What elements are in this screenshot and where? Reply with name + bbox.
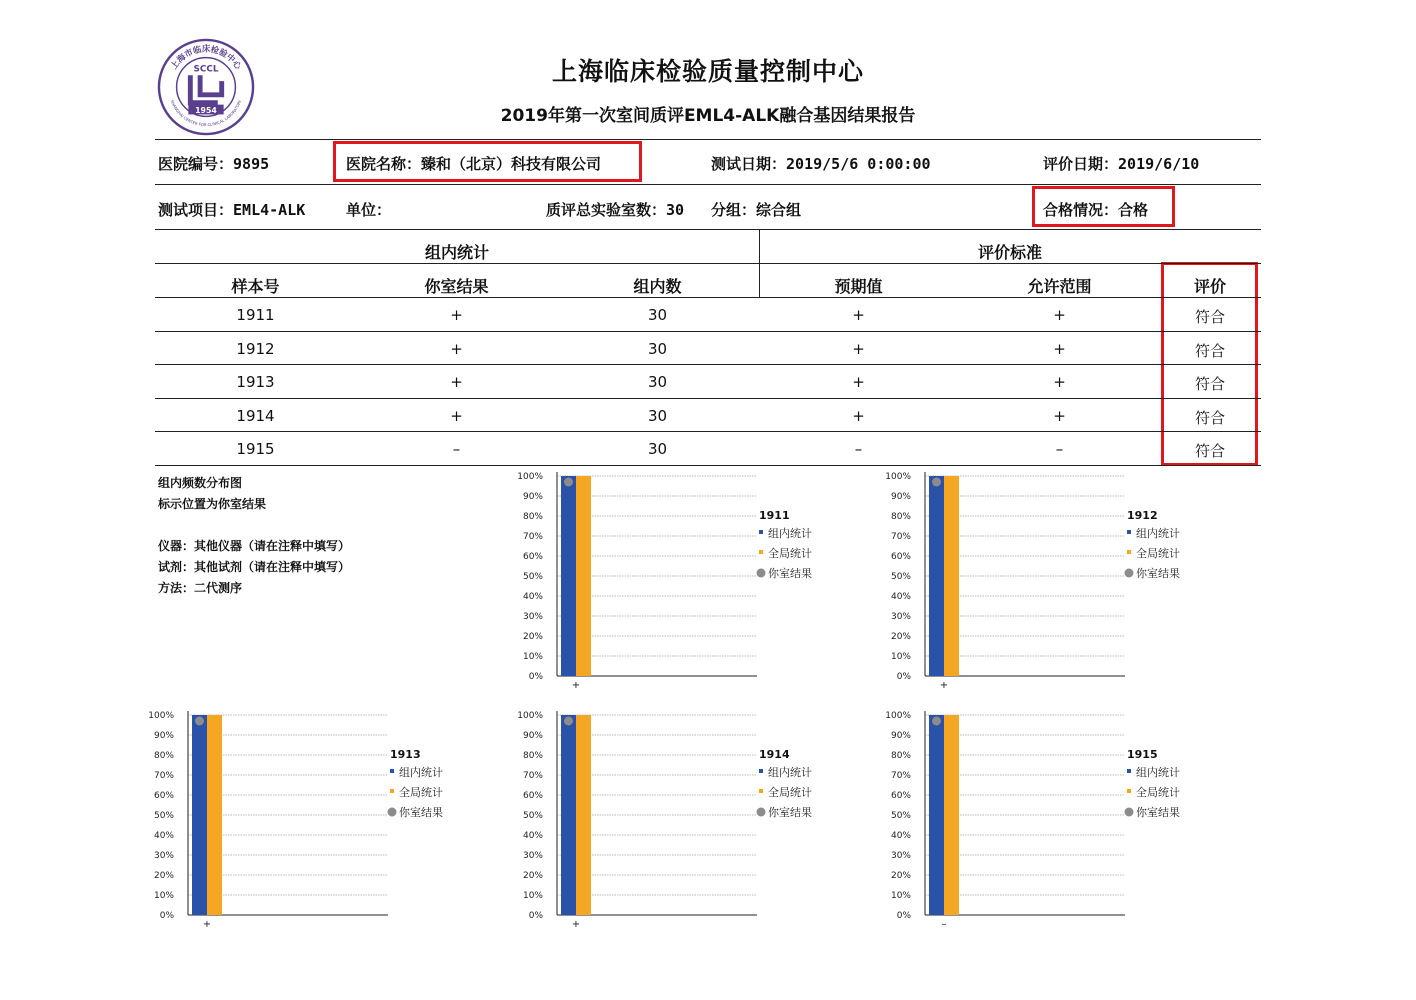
chart-1914 — [517, 706, 825, 931]
y-tick-label: 80% — [522, 512, 543, 522]
bar-group — [192, 715, 207, 915]
chart-sample-title: 1913 — [390, 748, 421, 761]
y-tick-label: 20% — [890, 871, 911, 881]
legend-swatch — [1127, 530, 1131, 534]
cell-allowed-range: + — [1053, 373, 1066, 392]
cell-sample-no: 1914 — [236, 406, 275, 425]
svg-text:上海市临床检验中心: 上海市临床检验中心 — [168, 43, 244, 71]
note-distribution: 组内频数分布图 — [158, 476, 243, 490]
note-reagent: 试剂：其他试剂（请在注释中填写） — [158, 560, 351, 574]
legend-label: 组内统计 — [768, 766, 812, 779]
cell-allowed-range: + — [1053, 339, 1066, 358]
report-subtitle: 2019年第一次室间质评EML4-ALK融合基因结果报告 — [500, 106, 916, 126]
divider — [155, 263, 1261, 264]
y-tick-label: 20% — [890, 632, 911, 642]
legend-dot — [1125, 808, 1134, 817]
y-tick-label: 90% — [890, 492, 911, 502]
chart-1912 — [885, 467, 1193, 692]
divider — [155, 139, 1261, 140]
y-tick-label: 60% — [890, 791, 911, 801]
col-evaluation: 评价 — [1193, 277, 1226, 296]
y-tick-label: 90% — [890, 731, 911, 741]
legend-label: 组内统计 — [1136, 766, 1180, 779]
y-tick-label: 60% — [153, 791, 174, 801]
legend-swatch — [390, 789, 394, 793]
cell-group-count: 30 — [647, 373, 668, 392]
y-tick-label: 80% — [890, 512, 911, 522]
bar-global — [944, 476, 959, 676]
y-tick-label: 0% — [528, 672, 543, 682]
y-tick-label: 90% — [522, 492, 543, 502]
y-tick-label: 100% — [517, 472, 543, 482]
cell-group-count: 30 — [647, 440, 668, 459]
legend-swatch — [1127, 550, 1131, 554]
x-tick-label: + — [571, 680, 581, 691]
y-tick-label: 70% — [522, 771, 543, 781]
y-tick-label: 70% — [153, 771, 174, 781]
y-tick-label: 10% — [890, 891, 911, 901]
legend-swatch — [759, 769, 763, 773]
cell-expected: – — [854, 440, 863, 459]
chart-sample-title: 1915 — [1127, 748, 1158, 761]
y-tick-label: 70% — [522, 532, 543, 542]
legend-label: 全局统计 — [1136, 547, 1180, 560]
y-tick-label: 10% — [890, 652, 911, 662]
col-allowed-range: 允许范围 — [1027, 277, 1092, 296]
legend-label: 你室结果 — [1136, 806, 1180, 819]
divider — [155, 297, 1261, 298]
legend-label: 组内统计 — [768, 527, 812, 540]
legend-swatch — [1127, 769, 1131, 773]
x-tick-label: + — [202, 919, 212, 930]
chart-notes — [158, 473, 350, 599]
y-tick-label: 40% — [522, 592, 543, 602]
col-group-count: 组内数 — [633, 277, 682, 296]
chart-sample-title: 1914 — [759, 748, 790, 761]
bar-global — [207, 715, 222, 915]
cell-your-result: + — [450, 339, 463, 358]
legend-swatch — [1127, 789, 1131, 793]
y-tick-label: 40% — [890, 831, 911, 841]
bar-global — [576, 476, 591, 676]
y-tick-label: 100% — [885, 711, 911, 721]
y-tick-label: 30% — [890, 851, 911, 861]
x-tick-label: + — [939, 680, 949, 691]
note-instrument: 仪器：其他仪器（请在注释中填写） — [158, 539, 351, 553]
bar-group — [561, 476, 576, 676]
y-tick-label: 10% — [153, 891, 174, 901]
your-result-dot — [195, 717, 204, 726]
cell-expected: + — [852, 406, 865, 425]
cell-sample-no: 1912 — [236, 339, 275, 358]
unit: 单位： — [346, 201, 392, 219]
y-tick-label: 0% — [159, 911, 174, 921]
your-result-dot — [564, 478, 573, 487]
cell-allowed-range: + — [1053, 306, 1066, 324]
your-result-dot — [932, 478, 941, 487]
hospital-name: 医院名称：臻和（北京）科技有限公司 — [346, 155, 602, 173]
chart-sample-title: 1911 — [759, 509, 790, 522]
legend-label: 全局统计 — [1136, 786, 1180, 799]
y-tick-label: 20% — [522, 632, 543, 642]
y-tick-label: 100% — [885, 472, 911, 482]
chart-sample-title: 1912 — [1127, 509, 1158, 522]
cell-evaluation: 符合 — [1194, 308, 1225, 326]
y-tick-label: 40% — [153, 831, 174, 841]
legend-label: 组内统计 — [399, 766, 443, 779]
cell-expected: + — [852, 306, 865, 324]
evaluation-date: 评价日期：2019/6/10 — [1043, 155, 1200, 173]
svg-text:SHANGHAI CENTER FOR CLINICAL L: SHANGHAI CENTER FOR CLINICAL LABORATORY — [169, 99, 243, 128]
legend-dot — [1125, 569, 1134, 578]
col-your-result: 你室结果 — [424, 277, 489, 296]
legend-swatch — [390, 769, 394, 773]
y-tick-label: 30% — [522, 612, 543, 622]
y-tick-label: 60% — [522, 791, 543, 801]
qualification-status: 合格情况：合格 — [1043, 201, 1149, 219]
cell-your-result: – — [452, 440, 461, 459]
cell-evaluation: 符合 — [1194, 442, 1225, 461]
legend-swatch — [759, 789, 763, 793]
cell-evaluation: 符合 — [1194, 341, 1225, 360]
y-tick-label: 80% — [890, 751, 911, 761]
cell-evaluation: 符合 — [1194, 408, 1225, 427]
y-tick-label: 30% — [153, 851, 174, 861]
legend-label: 全局统计 — [768, 547, 812, 560]
chart-1911 — [517, 467, 825, 692]
legend-label: 全局统计 — [768, 786, 812, 799]
y-tick-label: 50% — [153, 811, 174, 821]
your-result-dot — [932, 717, 941, 726]
test-item: 测试项目：EML4-ALK — [158, 201, 306, 219]
group-stats-header: 组内统计 — [424, 243, 489, 262]
bar-global — [576, 715, 591, 915]
y-tick-label: 0% — [528, 911, 543, 921]
cell-allowed-range: + — [1053, 406, 1066, 425]
y-tick-label: 50% — [522, 811, 543, 821]
legend-label: 全局统计 — [399, 786, 443, 799]
svg-text:1954: 1954 — [195, 105, 217, 115]
note-method: 方法：二代测序 — [158, 581, 243, 595]
highlight-qualification — [1032, 186, 1175, 227]
y-tick-label: 100% — [148, 711, 174, 721]
table-top-border — [155, 229, 1261, 230]
hospital-number: 医院编号：9895 — [158, 155, 270, 173]
legend-dot — [757, 569, 766, 578]
y-tick-label: 10% — [522, 652, 543, 662]
cell-your-result: + — [450, 406, 463, 425]
cell-allowed-range: – — [1055, 440, 1064, 459]
y-tick-label: 100% — [517, 711, 543, 721]
y-tick-label: 20% — [522, 871, 543, 881]
y-tick-label: 30% — [890, 612, 911, 622]
legend-swatch — [759, 530, 763, 534]
cell-evaluation: 符合 — [1194, 375, 1225, 394]
bar-group — [929, 476, 944, 676]
bar-global — [944, 715, 959, 915]
cell-sample-no: 1911 — [236, 306, 275, 324]
chart-1915 — [885, 706, 1193, 931]
y-tick-label: 50% — [890, 572, 911, 582]
y-tick-label: 20% — [153, 871, 174, 881]
y-tick-label: 0% — [896, 911, 911, 921]
divider — [155, 184, 1261, 185]
cell-your-result: + — [450, 373, 463, 392]
y-tick-label: 80% — [522, 751, 543, 761]
y-tick-label: 60% — [522, 552, 543, 562]
cell-group-count: 30 — [647, 339, 668, 358]
y-tick-label: 90% — [522, 731, 543, 741]
cell-group-count: 30 — [647, 306, 668, 324]
x-tick-label: – — [941, 919, 947, 930]
col-sample-no: 样本号 — [231, 277, 280, 296]
y-tick-label: 70% — [890, 771, 911, 781]
total-labs: 质评总实验室数：30 — [546, 201, 685, 219]
y-tick-label: 90% — [153, 731, 174, 741]
cell-expected: + — [852, 339, 865, 358]
svg-text:SCCL: SCCL — [193, 64, 219, 75]
y-tick-label: 60% — [890, 552, 911, 562]
legend-label: 组内统计 — [1136, 527, 1180, 540]
legend-dot — [757, 808, 766, 817]
cell-your-result: + — [450, 306, 463, 324]
your-result-dot — [564, 717, 573, 726]
bar-group — [929, 715, 944, 915]
cell-sample-no: 1913 — [236, 373, 275, 392]
test-date: 测试日期：2019/5/6 0:00:00 — [711, 155, 931, 173]
group: 分组：综合组 — [711, 201, 802, 219]
note-marker: 标示位置为你室结果 — [158, 497, 267, 511]
row-divider — [155, 364, 1261, 365]
chart-1913 — [148, 706, 456, 931]
y-tick-label: 50% — [522, 572, 543, 582]
y-tick-label: 50% — [890, 811, 911, 821]
highlight-hospital-name — [333, 141, 642, 182]
y-tick-label: 0% — [896, 672, 911, 682]
sccl-logo — [157, 38, 255, 136]
y-tick-label: 30% — [522, 851, 543, 861]
row-divider — [155, 431, 1261, 432]
legend-label: 你室结果 — [768, 806, 812, 819]
legend-dot — [388, 808, 397, 817]
legend-label: 你室结果 — [399, 806, 443, 819]
row-divider — [155, 465, 1261, 466]
row-divider — [155, 398, 1261, 399]
y-tick-label: 40% — [522, 831, 543, 841]
legend-label: 你室结果 — [1136, 567, 1180, 580]
row-divider — [155, 331, 1261, 332]
col-expected: 预期值 — [834, 277, 883, 296]
eval-standard-header: 评价标准 — [977, 243, 1042, 262]
legend-label: 你室结果 — [768, 567, 812, 580]
y-tick-label: 10% — [522, 891, 543, 901]
x-tick-label: + — [571, 919, 581, 930]
y-tick-label: 40% — [890, 592, 911, 602]
y-tick-label: 70% — [890, 532, 911, 542]
cell-expected: + — [852, 373, 865, 392]
report-title: 上海临床检验质量控制中心 — [551, 57, 864, 86]
cell-sample-no: 1915 — [236, 440, 275, 459]
cell-group-count: 30 — [647, 406, 668, 425]
y-tick-label: 80% — [153, 751, 174, 761]
bar-group — [561, 715, 576, 915]
legend-swatch — [759, 550, 763, 554]
